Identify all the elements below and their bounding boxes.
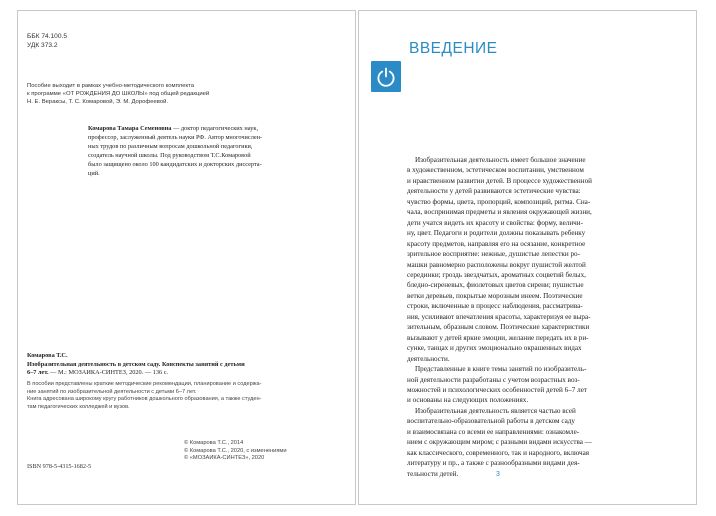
body-text-line: Представленные в книге темы занятий по изобразитель- <box>415 365 587 374</box>
body-text-line: тельности детей. <box>407 469 459 478</box>
author-bio-line: было защищено около 100 кандидатских и докторских диссерта- <box>88 160 262 168</box>
classification-codes <box>27 32 67 51</box>
author-bio-line: ных трудов по различным вопросам дошкольной педагогики, <box>88 142 253 150</box>
annotation <box>27 381 261 412</box>
body-text-line: бледно-сиреневых, фиолетовых цветов сирени; пушистые <box>407 281 584 290</box>
body-text-line: зрительное восприятие: нежные, душистые лепестки ро- <box>407 250 581 259</box>
body-text-line: в художественном, эстетическом воспитании, умственном <box>407 166 584 175</box>
body-text-line: ветки деревьев, покрытые морозным инеем. Поэтические <box>407 291 583 300</box>
author-bio-line: — доктор педагогических наук, <box>171 125 259 132</box>
introduction-text <box>407 155 592 479</box>
bib-title: Изобразительная деятельность в детском саду. Конспекты занятий с детьми <box>27 360 245 368</box>
body-text-line: ну, цвет. Педагоги и родители должны показывать ребенку <box>407 229 586 238</box>
bib-title-age: 6–7 лет. <box>27 369 49 377</box>
body-text-line: чувство формы, цвета, пропорций, композиций, ритма. Сна- <box>407 197 591 206</box>
body-text-line: чала, воспринимая предметы и явления окружающей жизни, <box>407 208 592 217</box>
body-text-line: деятельности у детей развиваются эстетические чувства: <box>407 187 581 196</box>
power-icon <box>371 61 401 92</box>
body-text-line: серединки; гроздь звездчатых, ароматных соцветий белых, <box>407 270 586 279</box>
body-text-line: Изобразительная деятельность имеет большое значение <box>415 156 586 164</box>
bib-author: Комарова Т.С. <box>27 352 68 359</box>
series-note-line: Пособие выходит в рамках учебно-методического комплекта <box>27 83 195 89</box>
body-text-line: дети учатся видеть их красоту и свойства: форму, величи- <box>407 218 583 227</box>
chapter-heading: ВВЕДЕНИЕ <box>409 40 498 57</box>
bib-publisher: — М.: МОЗАИКА-СИНТЕЗ, 2020. — 136 с. <box>48 369 169 377</box>
annotation-line: Книга адресована широкому кругу работников дошкольного образования, а также студен- <box>27 396 262 403</box>
body-text-line: машки равномерно расположены вокруг пушистой желтой <box>407 260 586 269</box>
body-text-line: можностей и психологических особенностей детей 6–7 лет <box>407 385 588 394</box>
bbk-code: ББК 74.100.5 <box>27 33 67 40</box>
series-note-line: к программе «ОТ РОЖДЕНИЯ ДО ШКОЛЫ» под общей редакцией <box>27 91 210 98</box>
body-text-line: красоту предметов, направляя его на осязание, конкретное <box>407 239 586 248</box>
author-name: Комарова Тамара Семеновна <box>88 125 172 132</box>
body-text-line: ния, усиливают впечатления красоты, характеризуя ее выра- <box>407 312 591 321</box>
page-number: 3 <box>496 471 500 478</box>
bibliographic-record <box>27 352 245 378</box>
copyright-line: © Комарова Т.С., 2014 <box>184 440 244 446</box>
body-text-line: вызывают у детей яркие эмоции, желание передать их в ри- <box>407 333 589 342</box>
series-note <box>27 82 209 107</box>
annotation-line: ние занятий по изобразительной деятельности с детьми 6–7 лет. <box>27 388 197 395</box>
body-text-line: сунке, танцах и других эмоционально окрашенных видах <box>407 344 582 353</box>
body-text-line: нием с окружающим миром; с разными видами искусства — <box>407 438 592 447</box>
udk-code: УДК 373.2 <box>27 42 58 50</box>
isbn: ISBN 978-5-4315-1682-5 <box>27 463 92 470</box>
body-text-line: и нравственном развитии детей. В процессе художественной <box>407 176 592 185</box>
author-bio-line: профессор, заслуженный деятель науки РФ. Автор многочислен- <box>88 133 263 141</box>
body-text-line: и основаны на следующих положениях. <box>407 396 529 405</box>
body-text-line: ной деятельности разработаны с учетом возрастных воз- <box>407 375 580 384</box>
body-text-line: как классического, современного, так и народного, включая <box>407 448 590 457</box>
body-text-line: Изобразительная деятельность является частью всей <box>415 406 576 415</box>
copyright-line: © Комарова Т.С., 2020, с изменениями <box>184 447 287 454</box>
body-text-line: литературу и пр., а также с разнообразными видами дея- <box>407 459 580 468</box>
copyright-line: © «МОЗАИКА-СИНТЕЗ», 2020 <box>184 455 265 462</box>
series-note-line: Н. Е. Вераксы, Т. С. Комаровой, Э. М. Дорофеевой. <box>27 99 169 106</box>
body-text-line: деятельности. <box>407 354 450 363</box>
author-bio-line: создатель научной школы. Под руководством Т.С.Комаровой <box>88 151 251 159</box>
body-text-line: воспитательно-образовательной работы в детском саду <box>407 417 575 426</box>
body-text-line: и взаимосвязана со всеми ее направлениями: ознакомле- <box>407 427 580 436</box>
annotation-line: там педагогических колледжей и вузов. <box>27 404 130 411</box>
author-bio <box>88 125 262 178</box>
copyright-block <box>184 440 287 463</box>
body-text-line: строки, включенные в процесс наблюдения, рассматрива- <box>407 302 583 311</box>
annotation-line: В пособии представлены краткие методические рекомендации, планирование и содержа- <box>27 381 262 387</box>
body-text-line: зительным, образным словом. Поэтические характеристики <box>407 323 590 332</box>
author-bio-line: ций. <box>88 169 100 177</box>
